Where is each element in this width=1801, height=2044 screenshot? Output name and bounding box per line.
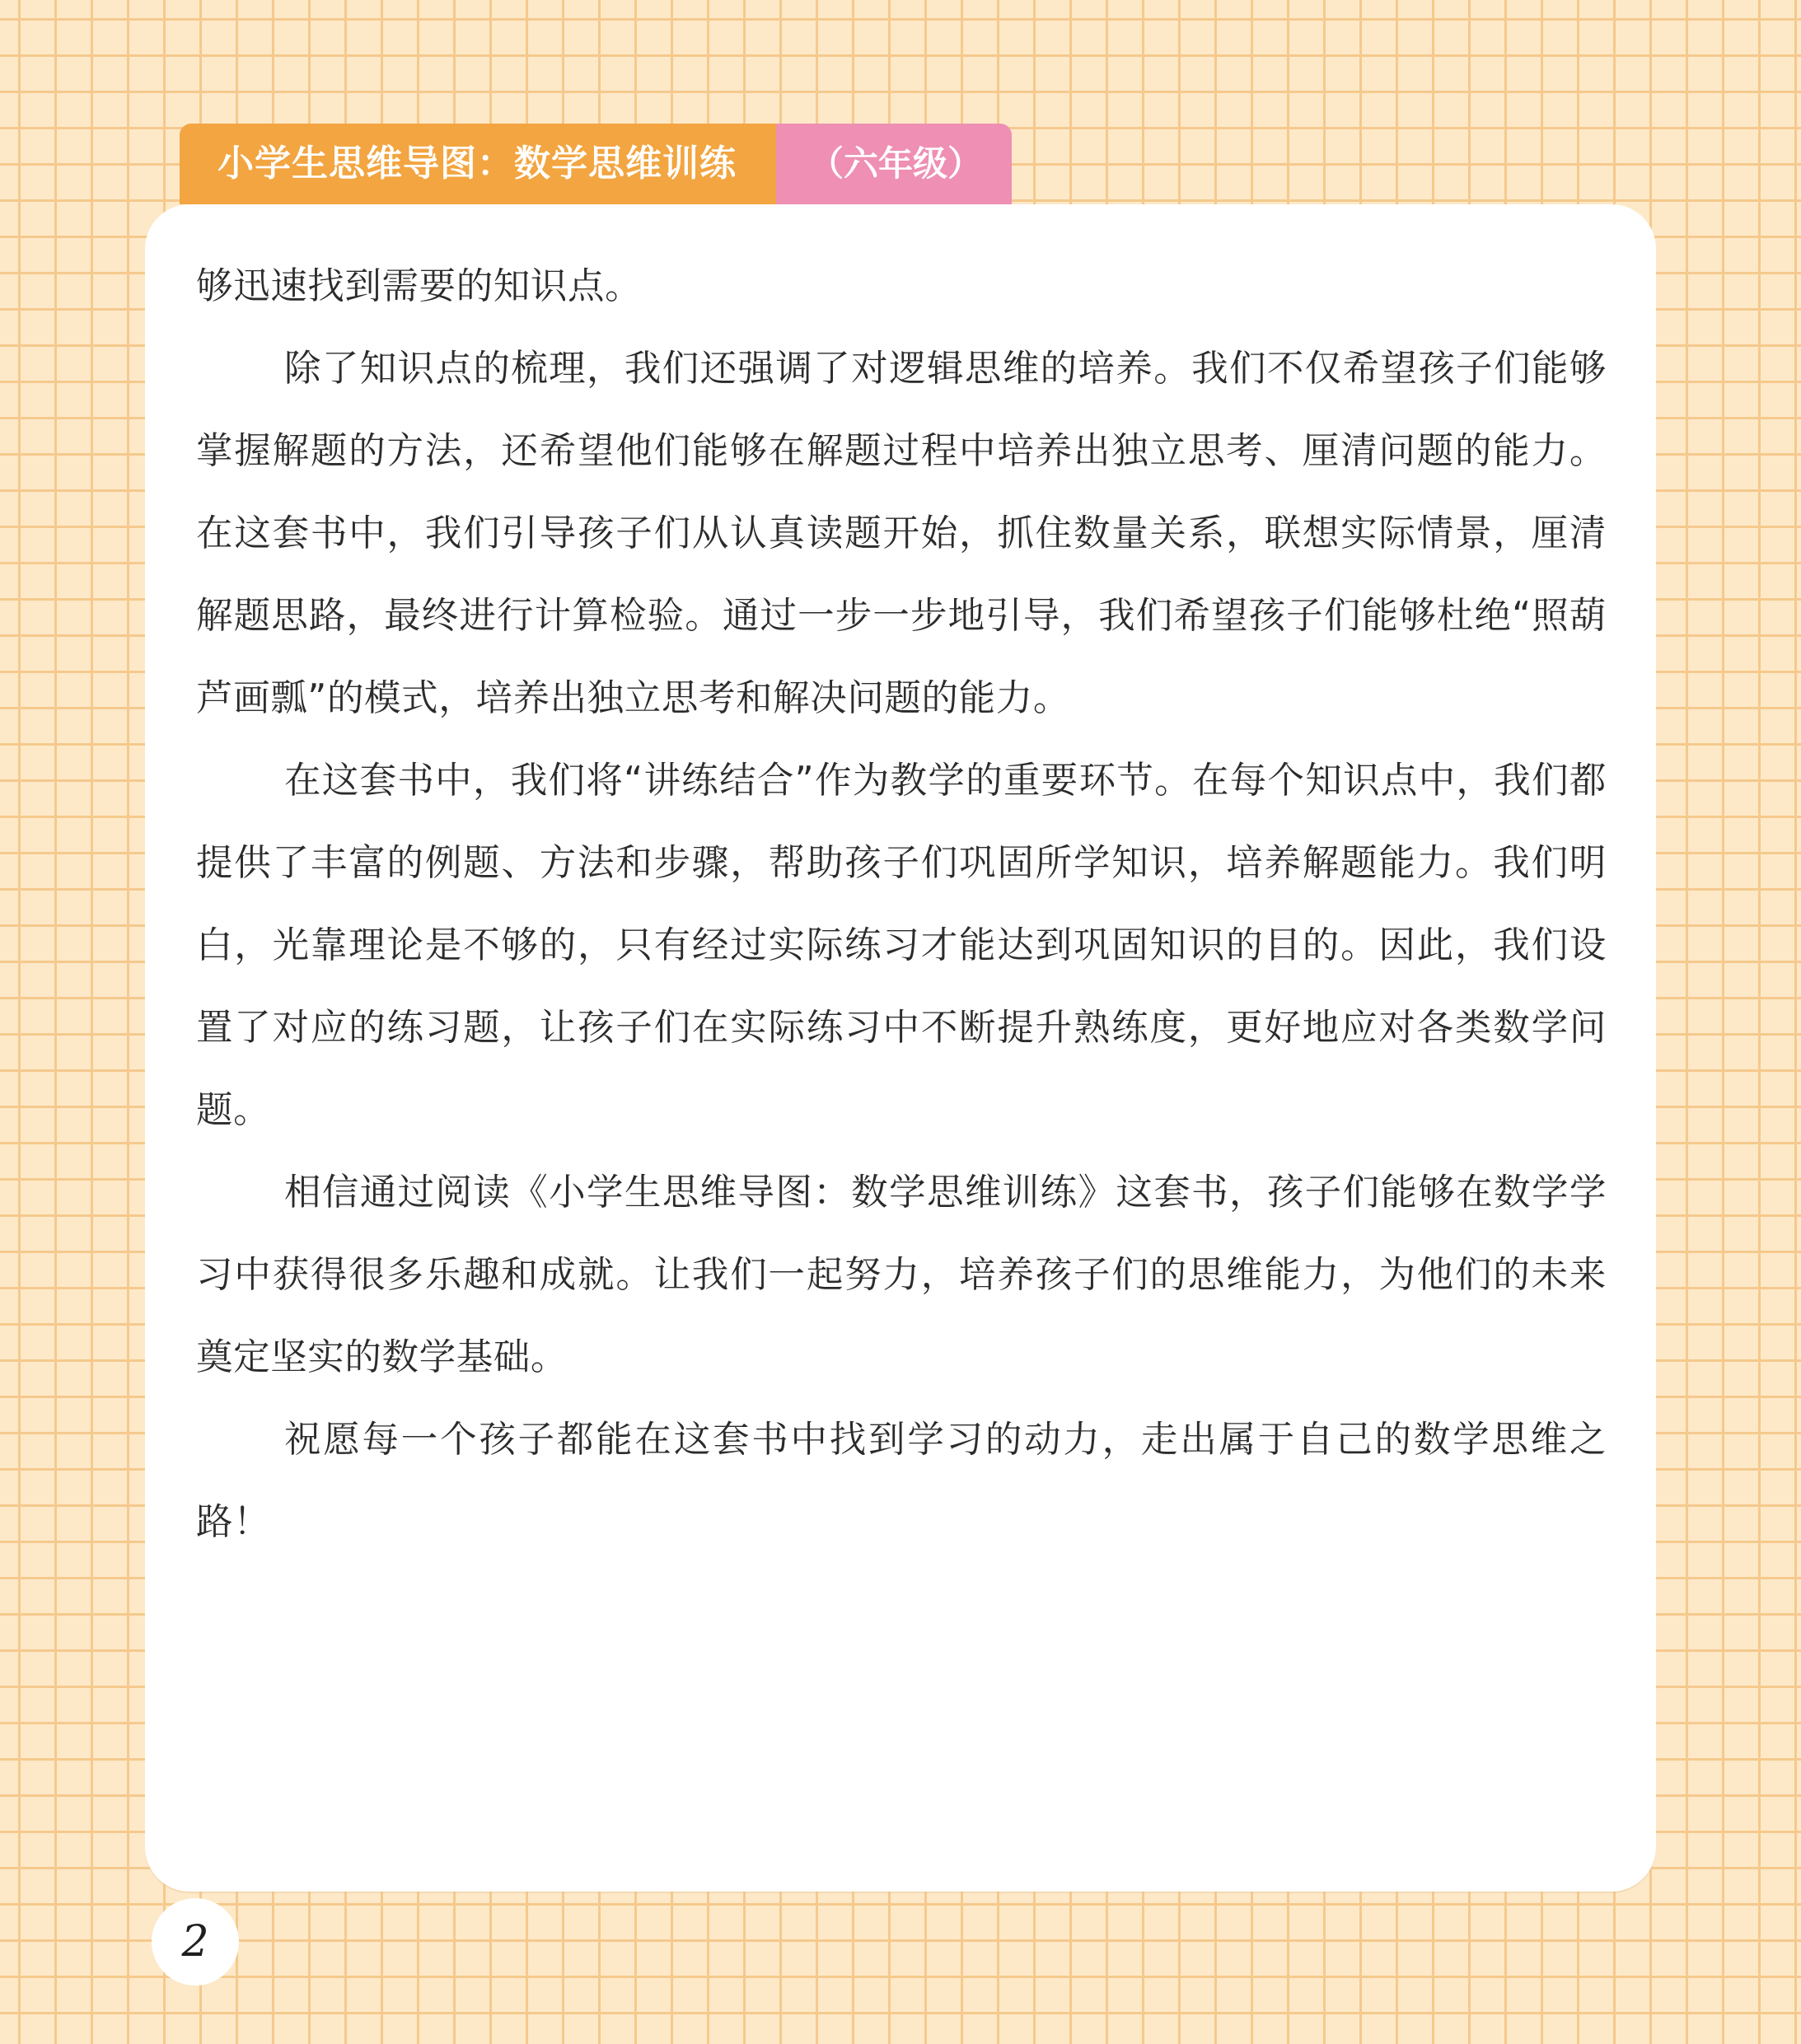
- grade-label: （六年级）: [776, 124, 1012, 204]
- book-title: 小学生思维导图：数学思维训练: [180, 124, 776, 204]
- paragraph-reading: 相信通过阅读《小学生思维导图：数学思维训练》这套书，孩子们能够在数学学习中获得很多乐趣和成就。让我们一起努力，培养孩子们的思维能力，为他们的未来奠定坚实的数学基础。: [196, 1172, 1607, 1378]
- paragraph-wish: 祝愿每一个孩子都能在这套书中找到学习的动力，走出属于自己的数学思维之路！: [196, 1419, 1607, 1543]
- page-number: 2: [152, 1898, 239, 1986]
- paragraph-practice: 在这套书中，我们将“讲练结合”作为教学的重要环节。在每个知识点中，我们都提供了丰富的例题、方法和步骤，帮助孩子们巩固所学知识，培养解题能力。我们明白，光靠理论是不够的，只有经过实际练习才能达到巩固知识的目的。因此，我们设置了对应的练习题，让孩子们在实际练习中不断提升熟练度，更好地应对各类数学问题。: [196, 760, 1607, 1131]
- header-tab: [180, 124, 1012, 204]
- paragraph-continuation: 够迅速找到需要的知识点。: [196, 265, 643, 307]
- body-text: [196, 246, 1607, 1564]
- content-card: [145, 204, 1656, 1892]
- paragraph-logic-thinking: 除了知识点的梳理，我们还强调了对逻辑思维的培养。我们不仅希望孩子们能够掌握解题的方法，还希望他们能够在解题过程中培养出独立思考、厘清问题的能力。在这套书中，我们引导孩子们从认真读题开始，抓住数量关系，联想实际情景，厘清解题思路，最终进行计算检验。通过一步一步地引导，我们希望孩子们能够杜绝“照葫芦画瓢”的模式，培养出独立思考和解决问题的能力。: [196, 348, 1607, 719]
